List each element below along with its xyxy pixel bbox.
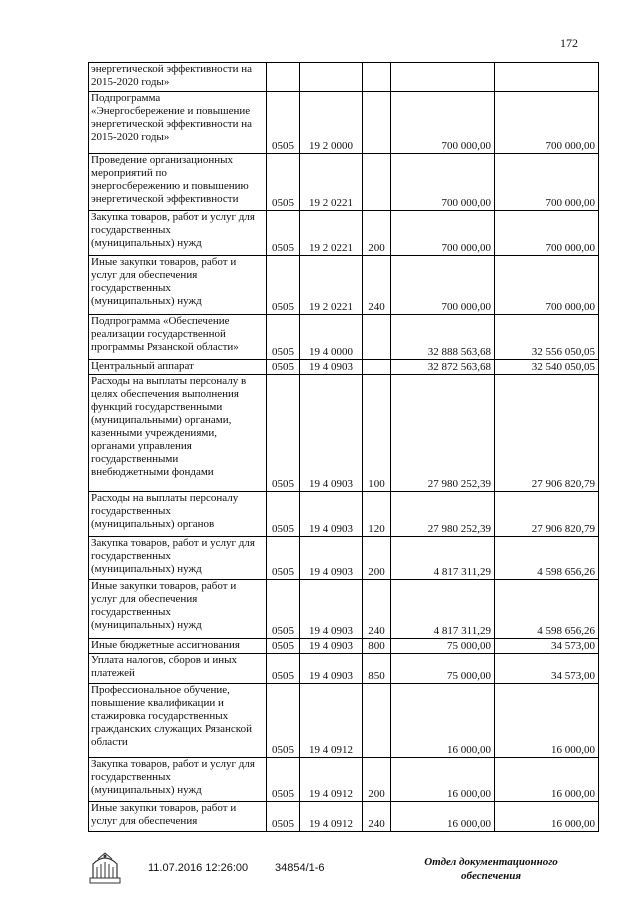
amount-2017-text: 27 906 820,79	[531, 478, 595, 490]
amount-2017-text: 4 598 656,26	[537, 566, 595, 578]
amount-2017-text: 700 000,00	[545, 301, 595, 313]
section-code-cell	[267, 92, 300, 154]
stamp-datetime: 11.07.2016 12:26:00	[148, 862, 249, 874]
amount-2017-cell	[495, 92, 599, 154]
amount-2017-cell	[495, 654, 599, 684]
expense-type-text: 100	[368, 478, 385, 490]
target-article-text: 19 2 0221	[309, 242, 353, 254]
section-code-text: 0505	[272, 140, 294, 152]
target-article-cell	[300, 492, 363, 537]
section-code-cell	[267, 256, 300, 315]
table-row	[89, 580, 599, 639]
expense-type-cell	[363, 654, 391, 684]
row-name-cell	[89, 580, 267, 639]
section-code-text: 0505	[272, 242, 294, 254]
amount-2016-text: 4 817 311,29	[433, 625, 491, 637]
amount-2016-text: 75 000,00	[447, 670, 491, 682]
target-article-cell	[300, 315, 363, 360]
expense-type-text: 120	[368, 523, 385, 535]
row-name-text: Подпрограмма «Обеспечение реализации государственной программы Рязанской области»	[91, 315, 239, 353]
amount-2017-cell	[495, 63, 599, 92]
amount-2016-text: 4 817 311,29	[433, 566, 491, 578]
amount-2016-text: 700 000,00	[441, 301, 491, 313]
amount-2017-cell	[495, 154, 599, 211]
department-name: Отдел документационного обеспечения	[424, 856, 558, 882]
amount-2017-cell	[495, 315, 599, 360]
row-name-cell	[89, 639, 267, 654]
amount-2016-text: 27 980 252,39	[427, 523, 491, 535]
row-name-cell	[89, 492, 267, 537]
section-code-cell	[267, 758, 300, 802]
page-footer	[88, 858, 598, 898]
table-row	[89, 639, 599, 654]
target-article-cell	[300, 758, 363, 802]
amount-2017-text: 34 573,00	[551, 640, 595, 652]
table-row	[89, 537, 599, 580]
section-code-text: 0505	[272, 346, 294, 358]
table-row	[89, 802, 599, 832]
target-article-text: 19 4 0903	[309, 523, 353, 535]
stamp-document-number: 34854/1-6	[275, 862, 325, 874]
table-row	[89, 360, 599, 375]
amount-2016-cell	[391, 92, 495, 154]
row-name-text: Расходы на выплаты персоналу в целях обеспечения выполнения функций государственными (муниципальными) органами, казенными учреждениями, органами управления государственными внебюджетными фондами	[91, 375, 247, 478]
target-article-cell	[300, 256, 363, 315]
page-number: 172	[560, 36, 578, 50]
row-name-text: Закупка товаров, работ и услуг для государственных (муниципальных) нужд	[91, 758, 255, 796]
target-article-cell	[300, 537, 363, 580]
amount-2016-cell	[391, 580, 495, 639]
expense-type-cell	[363, 758, 391, 802]
section-code-cell	[267, 684, 300, 758]
row-name-cell	[89, 154, 267, 211]
amount-2016-text: 700 000,00	[441, 140, 491, 152]
amount-2017-text: 700 000,00	[545, 197, 595, 209]
row-name-cell	[89, 256, 267, 315]
amount-2016-text: 75 000,00	[447, 640, 491, 652]
row-name-text: Закупка товаров, работ и услуг для государственных (муниципальных) нужд	[91, 211, 255, 249]
table-row	[89, 211, 599, 256]
target-article-cell	[300, 154, 363, 211]
amount-2016-cell	[391, 758, 495, 802]
target-article-text: 19 2 0221	[309, 301, 353, 313]
amount-2017-text: 16 000,00	[551, 744, 595, 756]
target-article-cell	[300, 684, 363, 758]
row-name-cell	[89, 684, 267, 758]
section-code-text: 0505	[272, 788, 294, 800]
section-code-text: 0505	[272, 523, 294, 535]
expense-type-cell	[363, 211, 391, 256]
section-code-cell	[267, 315, 300, 360]
table-row	[89, 684, 599, 758]
table-row	[89, 92, 599, 154]
expense-type-cell	[363, 63, 391, 92]
target-article-text: 19 4 0912	[309, 788, 353, 800]
expense-type-text: 800	[368, 640, 385, 652]
expense-type-cell	[363, 639, 391, 654]
amount-2017-cell	[495, 360, 599, 375]
target-article-cell	[300, 63, 363, 92]
amount-2017-cell	[495, 211, 599, 256]
target-article-cell	[300, 211, 363, 256]
row-name-text: Центральный аппарат	[91, 360, 194, 372]
section-code-cell	[267, 537, 300, 580]
expense-type-cell	[363, 802, 391, 832]
amount-2017-text: 16 000,00	[551, 788, 595, 800]
section-code-text: 0505	[272, 301, 294, 313]
section-code-cell	[267, 580, 300, 639]
amount-2017-text: 32 556 050,05	[531, 346, 595, 358]
section-code-cell	[267, 211, 300, 256]
amount-2017-cell	[495, 758, 599, 802]
budget-table	[88, 62, 599, 832]
expense-type-cell	[363, 684, 391, 758]
section-code-text: 0505	[272, 625, 294, 637]
section-code-cell	[267, 63, 300, 92]
amount-2017-cell	[495, 684, 599, 758]
section-code-cell	[267, 492, 300, 537]
amount-2016-text: 16 000,00	[447, 744, 491, 756]
expense-type-text: 850	[368, 670, 385, 682]
row-name-cell	[89, 802, 267, 832]
table-row	[89, 154, 599, 211]
amount-2016-cell	[391, 537, 495, 580]
section-code-cell	[267, 375, 300, 492]
target-article-cell	[300, 580, 363, 639]
expense-type-cell	[363, 92, 391, 154]
amount-2017-cell	[495, 580, 599, 639]
amount-2017-text: 34 573,00	[551, 670, 595, 682]
amount-2016-cell	[391, 211, 495, 256]
section-code-cell	[267, 654, 300, 684]
target-article-cell	[300, 375, 363, 492]
target-article-text: 19 4 0903	[309, 640, 353, 652]
row-name-text: Закупка товаров, работ и услуг для государственных (муниципальных) нужд	[91, 537, 255, 575]
target-article-cell	[300, 802, 363, 832]
amount-2016-text: 32 888 563,68	[427, 346, 491, 358]
amount-2016-text: 16 000,00	[447, 818, 491, 830]
target-article-text: 19 4 0000	[309, 346, 353, 358]
table-row	[89, 375, 599, 492]
section-code-cell	[267, 154, 300, 211]
expense-type-text: 240	[368, 818, 385, 830]
amount-2016-cell	[391, 315, 495, 360]
table-row	[89, 654, 599, 684]
amount-2016-text: 16 000,00	[447, 788, 491, 800]
expense-type-text: 200	[368, 566, 385, 578]
amount-2016-text: 700 000,00	[441, 197, 491, 209]
section-code-cell	[267, 802, 300, 832]
amount-2017-text: 4 598 656,26	[537, 625, 595, 637]
registry-logo-icon	[88, 850, 122, 886]
expense-type-cell	[363, 315, 391, 360]
row-name-cell	[89, 758, 267, 802]
row-name-cell	[89, 654, 267, 684]
section-code-text: 0505	[272, 566, 294, 578]
amount-2016-cell	[391, 684, 495, 758]
amount-2016-cell	[391, 154, 495, 211]
expense-type-cell	[363, 580, 391, 639]
target-article-cell	[300, 92, 363, 154]
amount-2017-cell	[495, 802, 599, 832]
row-name-cell	[89, 211, 267, 256]
amount-2016-cell	[391, 63, 495, 92]
amount-2017-text: 700 000,00	[545, 140, 595, 152]
section-code-cell	[267, 360, 300, 375]
amount-2017-text: 700 000,00	[545, 242, 595, 254]
amount-2016-cell	[391, 375, 495, 492]
row-name-cell	[89, 315, 267, 360]
amount-2017-cell	[495, 375, 599, 492]
amount-2017-cell	[495, 639, 599, 654]
row-name-text: Уплата налогов, сборов и иных платежей	[91, 654, 238, 679]
row-name-text: Иные закупки товаров, работ и услуг для обеспечения	[91, 802, 237, 827]
section-code-cell	[267, 639, 300, 654]
amount-2016-cell	[391, 802, 495, 832]
expense-type-text: 200	[368, 242, 385, 254]
target-article-text: 19 4 0912	[309, 744, 353, 756]
row-name-cell	[89, 92, 267, 154]
expense-type-text: 200	[368, 788, 385, 800]
amount-2016-text: 32 872 563,68	[427, 361, 491, 373]
row-name-text: Иные бюджетные ассигнования	[91, 639, 240, 651]
target-article-text: 19 4 0903	[309, 625, 353, 637]
expense-type-cell	[363, 492, 391, 537]
table-row	[89, 758, 599, 802]
section-code-text: 0505	[272, 744, 294, 756]
amount-2017-text: 16 000,00	[551, 818, 595, 830]
target-article-cell	[300, 654, 363, 684]
expense-type-cell	[363, 360, 391, 375]
expense-type-cell	[363, 154, 391, 211]
expense-type-text: 240	[368, 625, 385, 637]
section-code-text: 0505	[272, 197, 294, 209]
target-article-text: 19 4 0903	[309, 566, 353, 578]
target-article-text: 19 4 0903	[309, 361, 353, 373]
target-article-text: 19 4 0912	[309, 818, 353, 830]
table-row	[89, 63, 599, 92]
row-name-text: Иные закупки товаров, работ и услуг для обеспечения государственных (муниципальных) нужд	[91, 256, 237, 307]
section-code-text: 0505	[272, 640, 294, 652]
amount-2016-cell	[391, 492, 495, 537]
amount-2017-cell	[495, 537, 599, 580]
expense-type-cell	[363, 256, 391, 315]
amount-2016-cell	[391, 654, 495, 684]
row-name-cell	[89, 537, 267, 580]
table-row	[89, 256, 599, 315]
table-row	[89, 315, 599, 360]
amount-2017-cell	[495, 492, 599, 537]
amount-2016-text: 27 980 252,39	[427, 478, 491, 490]
row-name-text: Профессиональное обучение, повышение квалификации и стажировка государственных гражданских служащих Рязанской области	[91, 684, 252, 748]
row-name-text: Проведение организационных мероприятий по энергосбережению и повышению энергетической эффективности	[91, 154, 249, 205]
row-name-cell	[89, 375, 267, 492]
expense-type-cell	[363, 537, 391, 580]
section-code-text: 0505	[272, 478, 294, 490]
row-name-text: Иные закупки товаров, работ и услуг для обеспечения государственных (муниципальных) нужд	[91, 580, 237, 631]
table-row	[89, 492, 599, 537]
amount-2016-cell	[391, 360, 495, 375]
expense-type-text: 240	[368, 301, 385, 313]
row-name-text: Расходы на выплаты персоналу государственных (муниципальных) органов	[91, 492, 239, 530]
amount-2017-cell	[495, 256, 599, 315]
amount-2017-text: 27 906 820,79	[531, 523, 595, 535]
section-code-text: 0505	[272, 361, 294, 373]
row-name-cell	[89, 360, 267, 375]
target-article-text: 19 4 0903	[309, 670, 353, 682]
department-stamp	[416, 855, 566, 883]
amount-2016-cell	[391, 256, 495, 315]
target-article-text: 19 2 0221	[309, 197, 353, 209]
target-article-text: 19 4 0903	[309, 478, 353, 490]
amount-2016-text: 700 000,00	[441, 242, 491, 254]
section-code-text: 0505	[272, 818, 294, 830]
section-code-text: 0505	[272, 670, 294, 682]
target-article-cell	[300, 639, 363, 654]
expense-type-cell	[363, 375, 391, 492]
row-name-text: Подпрограмма «Энергосбережение и повышение энергетической эффективности на 2015-2020 годы»	[91, 92, 252, 143]
target-article-cell	[300, 360, 363, 375]
target-article-text: 19 2 0000	[309, 140, 353, 152]
row-name-cell	[89, 63, 267, 92]
row-name-text: энергетической эффективности на 2015-2020 годы»	[91, 63, 252, 88]
amount-2016-cell	[391, 639, 495, 654]
amount-2017-text: 32 540 050,05	[531, 361, 595, 373]
